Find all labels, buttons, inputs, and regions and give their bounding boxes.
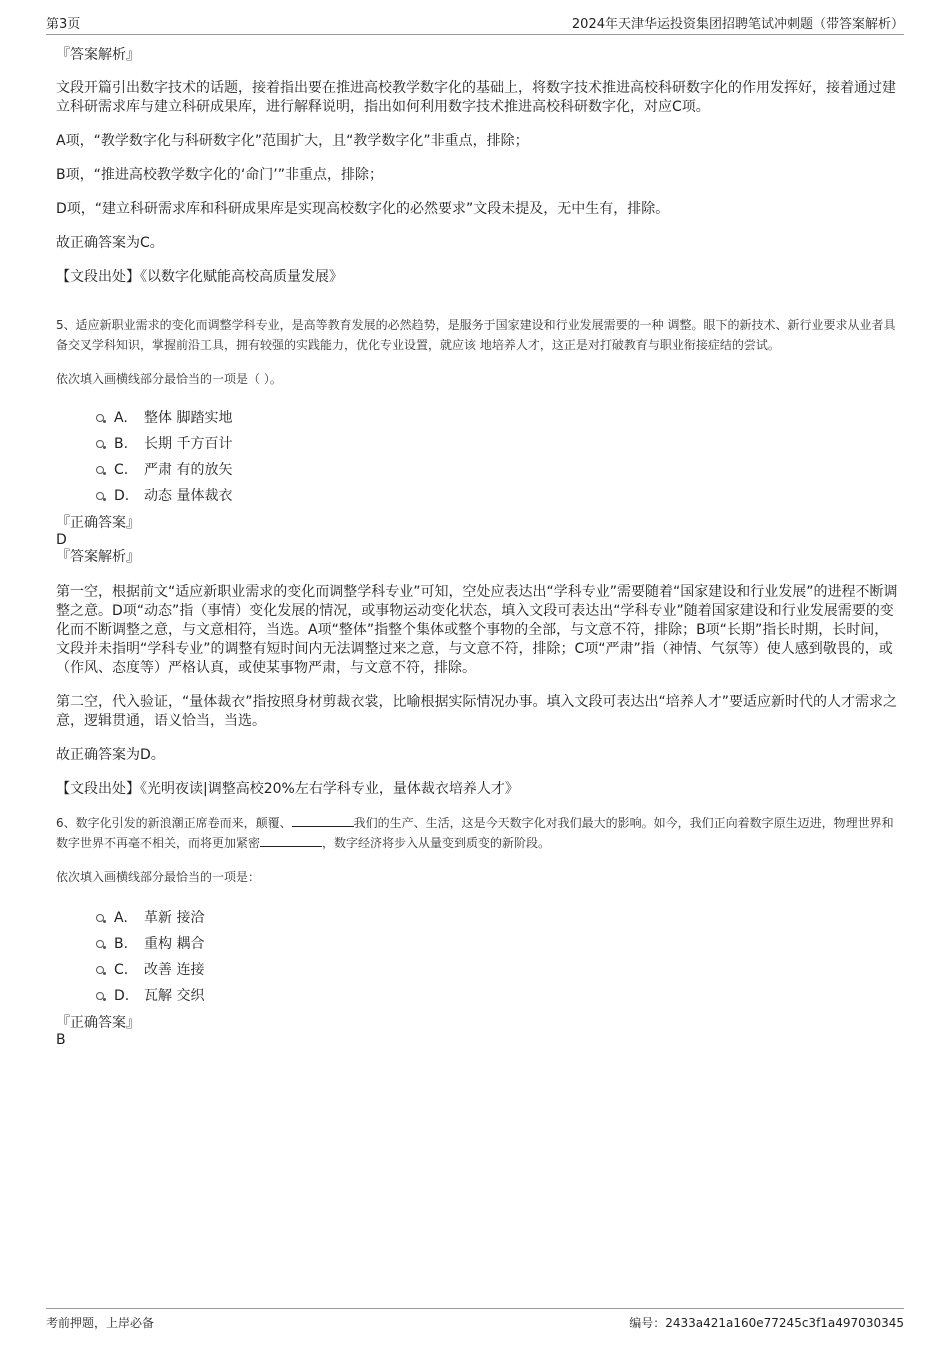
question-6-prompt: 依次填入画横线部分最恰当的一项是： [56, 870, 261, 884]
source-note: 【文段出处】《以数字化赋能高校高质量发展》 [56, 269, 343, 285]
question-5-text: 5、适应新职业需求的变化而调整学科专业，是高等教育发展的必然趋势，是服务于国家建设和行业发展需要的一种 调整。眼下的新技术、新行业要求从业者具备交叉学科知识，掌握前沿工具，拥有较强的实践能力，优化专业设置，就应该 地培养人才，这正是对打破教育与职业衔接症结的尝试。 [56, 318, 896, 352]
page-header [46, 10, 904, 35]
radio-icon[interactable] [96, 966, 104, 974]
radio-icon[interactable] [96, 414, 104, 422]
analysis-option-b: B项，“推进高校教学数字化的‘命门’”非重点，排除； [56, 167, 384, 183]
document-id: 编号：2433a421a160e77245c3f1a497030345 [629, 1316, 904, 1330]
option-c[interactable]: C. 严肃 有的放矢 [56, 457, 900, 483]
correct-answer: B [56, 1032, 66, 1048]
option-b[interactable]: B. 长期 千方百计 [56, 431, 900, 457]
option-b[interactable]: B. 重构 耦合 [56, 931, 900, 957]
analysis-paragraph: 文段开篇引出数字技术的话题，接着指出要在推进高校教学数字化的基础上，将数字技术推进高校科研数字化的作用发挥好，接着通过建立科研需求库与建立科研成果库，进行解释说明，指出如何利用数字技术推进高校科研数字化，对应C项。 [56, 80, 896, 115]
document-content [56, 46, 900, 1049]
analysis-paragraph: 第一空，根据前文“适应新职业需求的变化而调整学科专业”可知，空处应表达出“学科专业”需要随着“国家建设和行业发展”的进程不断调整之意。D项“动态”指（事情）变化发展的情况，或事物运动变化状态，填入文段可表达出“学科专业”随着国家建设和行业发展需要的变化而不断调整之意，与文意相符，当选。A项“整体”指整个集体或整个事物的全部，与文意不符，排除；B项“长期”指长时期，长时间，文段并未指明“学科专业”的调整有短时间内无法调整过来之意，与文意不符，排除；C项“严肃”指（神情、气氛等）使人感到敬畏的，或（作风、态度等）严格认真，或使某事物严肃，与文意不符，排除。 [56, 584, 898, 676]
analysis-option-a: A项，“教学数字化与科研数字化”范围扩大，且“教学数字化”非重点，排除； [56, 133, 529, 149]
question-6-options [56, 905, 900, 1009]
radio-icon[interactable] [96, 940, 104, 948]
option-a[interactable]: A. 整体 脚踏实地 [56, 405, 900, 431]
radio-icon[interactable] [96, 440, 104, 448]
correct-answer-label: 『正确答案』 [56, 515, 140, 531]
correct-answer-label: 『正确答案』 [56, 1015, 140, 1031]
option-d[interactable]: D. 动态 量体裁衣 [56, 483, 900, 509]
radio-icon[interactable] [96, 492, 104, 500]
page-number: 第3页 [46, 17, 81, 32]
radio-icon[interactable] [96, 992, 104, 1000]
footer-slogan: 考前押题，上岸必备 [46, 1316, 155, 1330]
radio-icon[interactable] [96, 914, 104, 922]
analysis-option-d: D项，“建立科研需求库和科研成果库是实现高校数字化的必然要求”文段未提及，无中生有，排除。 [56, 201, 670, 217]
fill-blank [292, 815, 354, 827]
analysis-paragraph: 第二空，代入验证，“量体裁衣”指按照身材剪裁衣裳，比喻根据实际情况办事。填入文段可表达出“培养人才”要适应新时代的人才需求之意，逻辑贯通，语义恰当，当选。 [56, 694, 898, 729]
option-c[interactable]: C. 改善 连接 [56, 957, 900, 983]
source-note: 【文段出处】《光明夜读|调整高校20%左右学科专业，量体裁衣培养人才》 [56, 781, 519, 797]
document-title: 2024年天津华运投资集团招聘笔试冲刺题（带答案解析） [571, 17, 904, 32]
question-5-prompt: 依次填入画横线部分最恰当的一项是（ ）。 [56, 372, 282, 386]
option-d[interactable]: D. 瓦解 交织 [56, 983, 900, 1009]
option-a[interactable]: A. 革新 接洽 [56, 905, 900, 931]
question-6-text: 6、数字化引发的新浪潮正席卷而来，颠覆、 我们的生产、生活，这是今天数字化对我们最大的影响。如今，我们正向着数字原生迈进，物理世界和数字世界不再毫不相关，而将更加紧密 ，数字经济将步入从量变到质变的新阶段。 [56, 816, 894, 850]
analysis-label: 『答案解析』 [56, 47, 140, 63]
page-footer [46, 1308, 904, 1331]
fill-blank [260, 835, 322, 847]
question-5-options [56, 405, 900, 509]
analysis-conclusion: 故正确答案为D。 [56, 747, 165, 763]
correct-answer: D [56, 532, 67, 548]
analysis-label: 『答案解析』 [56, 549, 140, 565]
radio-icon[interactable] [96, 466, 104, 474]
analysis-conclusion: 故正确答案为C。 [56, 235, 164, 251]
